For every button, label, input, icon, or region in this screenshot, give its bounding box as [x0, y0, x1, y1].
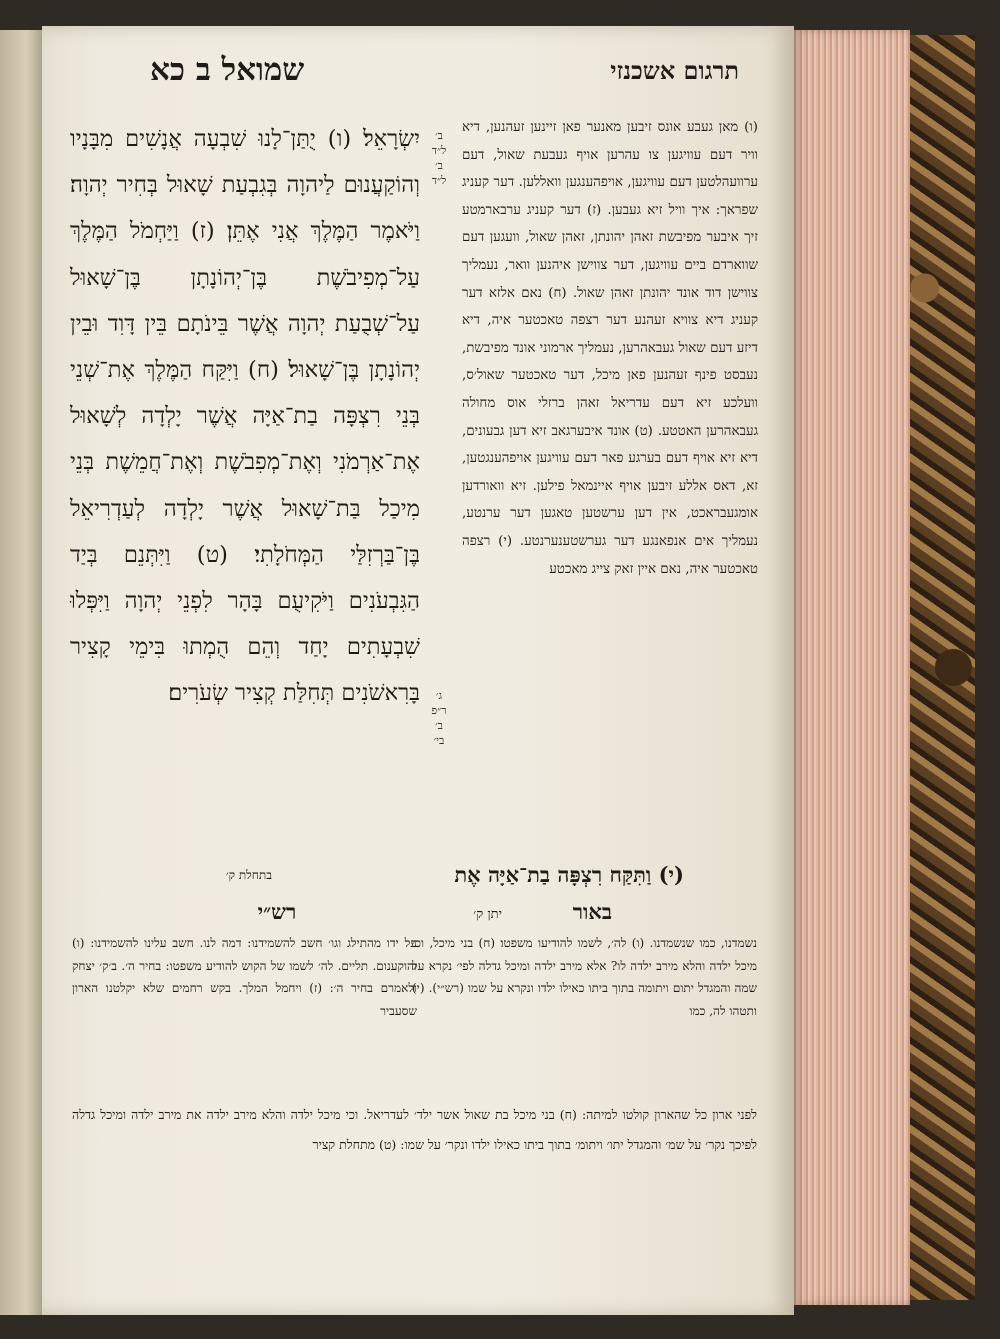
biur-heading: באור [572, 899, 612, 924]
masoretic-note-lower: ג׳ ר״פ ב׳ בי׳ [431, 689, 447, 747]
verse-10-line: (י) וַתִּקַּח רִצְפָּה בַת־אַיָּה אֶת [454, 862, 684, 887]
biur-commentary-column [412, 932, 757, 1022]
page-block-edge [790, 30, 910, 1305]
targum-text-body: (ו) מאן געבע אונס זיבען מאנער פאן זיינען זעהנען, דיא וויר דעם עוויגען צו עהרען אויף געבעת שאול, דעם ערוועהלטען דעם עוויגען, אויפהענגען וואללען. דער קעניג שפראך: איך וויל זיא געבען. (ז) דער קעניג ערבארמטע זיך איבער מפיבשת זאהן יהונתן, זאהן שאול, וועגען דעם שווארדם ביים עוויגען, דער צווישן איהנען וואר, נעמליך צווישן דוד אונד יהונתן זאהן שאול. (ח) נאם אלזא דער קעניג דיא צוויא זעהנע דער רצפה טאכטער איה, דיא דיזע דעם שאול געבאהרען, נעמליך ארמוני אונד מפיבשת, נעבסט פינף זעהנען פאן מיכל, דער טאכטער שאול׳ס, וועלכע זיא דעם עדריאל זאהן ברזלי אוס מחולה געבאהרען האטטע. (ט) אונד איבערגאב זיא דען גבעונים, דיא זיא אויף דעם בערגע פאר דעם עוויגען אויפהענגטען, זא, דאס אללע זיבען אויף איינמאל פילען. זיא וואורדען אומגעבראכט, אין דען ערשטען טאגען דער ערנטע, נעמליך אים אנפאנגע דער גערשטענערנטע. (י) רצפה טאכטער איה, נאם איין זאק צייג מאכטע [462, 120, 758, 577]
main-text-body: יִשְׂרָאֵל׃ (ו) יֻתַּן־לָנוּ שִׁבְעָה אֲנָשִׁים מִבָּנָיו וְהוֹקַעֲנוּם לַיהוָה בְּגִבְעַת שָׁאוּל בְּחִיר יְהוָה׃ וַיֹּאמֶר הַמֶּלֶךְ אֲנִי אֶתֵּן׃ (ז) וַיַּחְמֹל הַמֶּלֶךְ עַל־מְפִיבֹשֶׁת בֶּן־יְהוֹנָתָן בֶּן־שָׁאוּל עַל־שְׁבֻעַת יְהוָה אֲשֶׁר בֵּינֹתָם בֵּין דָּוִד וּבֵין יְהוֹנָתָן בֶּן־שָׁאוּל׃ (ח) וַיִּקַּח הַמֶּלֶךְ אֶת־שְׁנֵי בְּנֵי רִצְפָּה בַת־אַיָּה אֲשֶׁר יָלְדָה לְשָׁאוּל אֶת־אַרְמֹנִי וְאֶת־מְפִבֹשֶׁת וְאֶת־חֲמֵשֶׁת בְּנֵי מִיכַל בַּת־שָׁאוּל אֲשֶׁר יָלְדָה לְעַדְרִיאֵל בֶּן־בַּרְזִלַּי הַמְּחֹלָתִי׃ (ט) וַיִּתְּנֵם בְּיַד הַגִּבְעֹנִים וַיֹּקִיעֻם בָּהָר לִפְנֵי יְהוָה וַיִּפְּלוּ שִׁבְעָתִים יָחַד וְהֵם הֻמְתוּ בִּימֵי קָצִיר בָּרִאשֹׁנִים תְּחִלַּת קְצִיר שְׂעֹרִים׃ [70, 126, 420, 707]
running-header-book: שמואל ב כא [150, 52, 305, 88]
verse-10-note: בתחלת ק׳ [225, 868, 272, 882]
hebrew-main-text [70, 116, 420, 717]
biur-text: נשמדנו, כמו שנשמדנו. (ו) לה׳, לשמו להודיעו משפטו׃ (ח) בני מיכל, וכי מיכל ילדה והלא מירב ילדה לו? אלא מירב ילדה ומיכל גדלה לפי׳ נקרא על שמה והמגדל יתום ויתומה בתוך ביתו כאילו ילדו ונקרא על שמו (רש״י). (י) ותטהו לה, כמו [412, 936, 757, 1018]
running-header-targum: תרגום אשכנזי [610, 56, 739, 85]
rashi-continuation [72, 1100, 757, 1160]
masoretic-note-upper: ב׳ ל״ד ב׳ ל״ד [431, 129, 447, 187]
rashi-heading: רש״י [257, 899, 297, 924]
marbled-cover [900, 35, 975, 1300]
biur-note: יתן ק׳ [473, 907, 502, 922]
targum-column [462, 114, 758, 583]
rashi-continuation-text: לפני ארון כל שהארון קולטו למיתה: (ח) בני מיכל בת שאול אשר ילד׳ לעדריאל. וכי מיכל ילדה והלא מירב ילדה את מירב ילדה ומיכל גדלה לפיכך נקר׳ על שמ׳ והמגדל יתו׳ ויתומ׳ בתוך ביתו כאילו ילדו ונקר׳ על שמו: (ט) מתחלת קציר [72, 1107, 757, 1152]
previous-page-edge [0, 30, 46, 1315]
rashi-commentary-column [72, 932, 417, 1022]
rashi-text: על ידו מהתילג וגו׳ חשב להשמידנו: דמה לנו. חשב עלינו להשמידנו: (ו) והוקענום. תליים. לה׳ לשמו של הקוש להודיע משפטו: בחיר ה׳. ב׳ק׳ יצחק ולאמרם בחיר ה׳: (ז) ויחמל המלך. בקש רחמים שלא יקלטנו הארון שסעביר [72, 936, 417, 1018]
book-page [42, 26, 794, 1315]
